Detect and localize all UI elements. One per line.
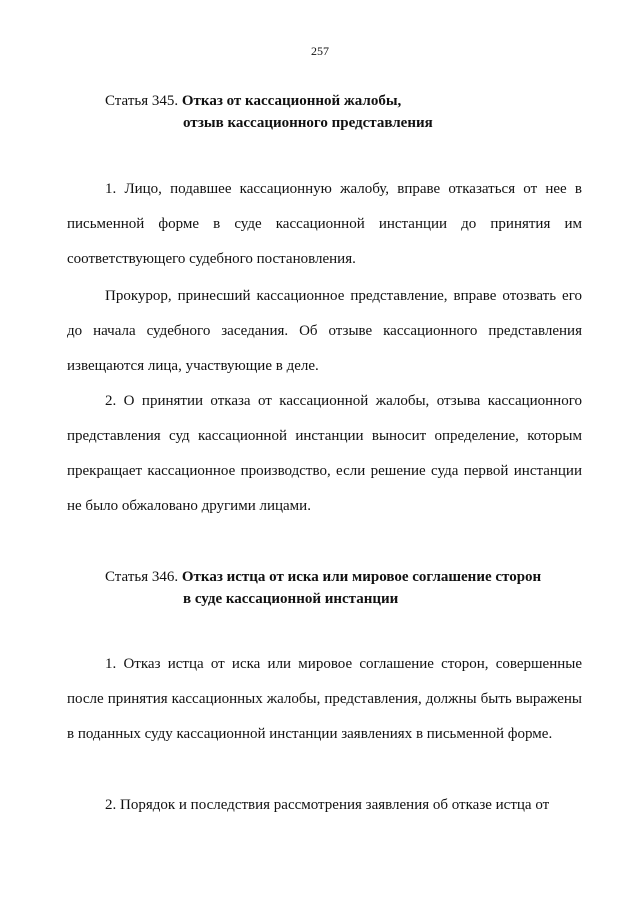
article-346-label: Статья 346. [105,569,179,585]
article-346-title-line2: в суде кассационной инстанции [183,591,399,607]
article-345-heading [105,90,433,134]
article-346-paragraph-1: 1. Отказ истца от иска или мировое соглашение сторон, совершенные после принятия кассационных жалобы, представления, должны быть выражены в поданных суду кассационной инстанции заявлениях в письменной форме. [67,656,582,742]
article-346-paragraph-2: 2. Порядок и последствия рассмотрения заявления об отказе истца от [105,797,550,813]
article-345-title-line1: Отказ от кассационной жалобы, [181,93,402,109]
article-345-label: Статья 345. [105,93,179,109]
article-346-heading [105,566,541,610]
article-345-paragraph-3: 2. О принятии отказа от кассационной жалобы, отзыва кассационного представления суд кассационной инстанции выносит определение, которым прекращает кассационное производство, если решение суда первой инстанции не было обжаловано другими лицами. [67,393,582,514]
article-345-title-line2: отзыв кассационного представления [183,115,433,131]
page-number: 257 [311,44,329,58]
article-345-paragraph-2: Прокурор, принесший кассационное представление, вправе отозвать его до начала судебного заседания. Об отзыве кассационного представления извещаются лица, участвующие в деле. [67,288,582,374]
article-346-title-line1: Отказ истца от иска или мировое соглашение сторон [181,569,542,585]
article-345-paragraph-1: 1. Лицо, подавшее кассационную жалобу, вправе отказаться от нее в письменной форме в суде кассационной инстанции до принятия им соответствующего судебного постановления. [67,181,582,267]
